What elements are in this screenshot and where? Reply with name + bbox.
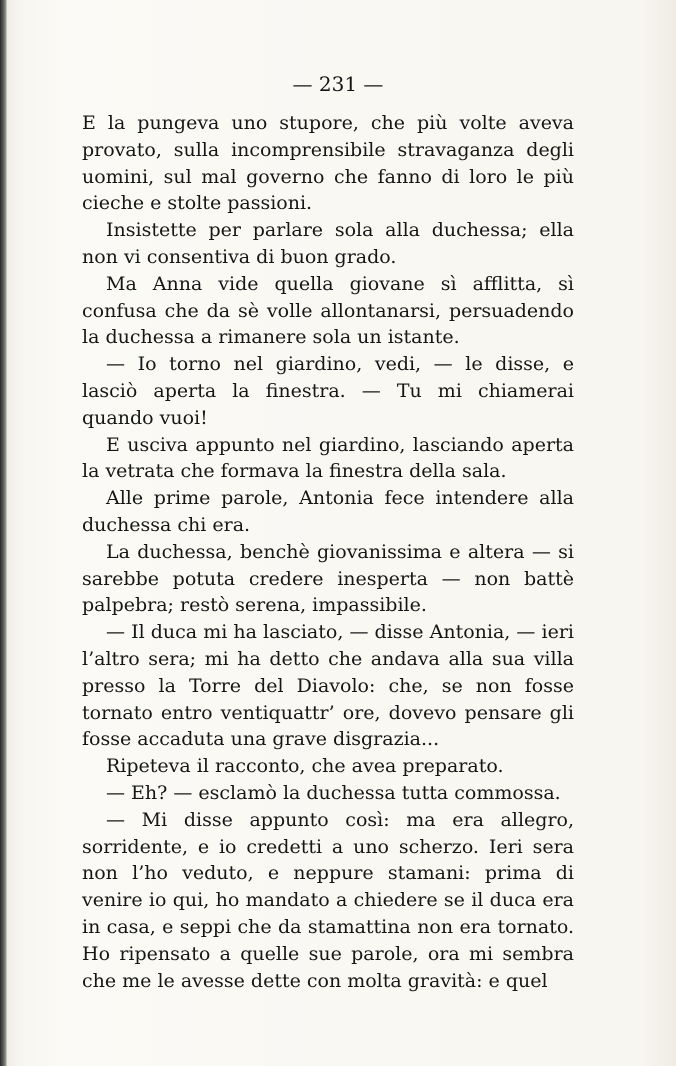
paragraph: Ma Anna vide quella giovane sì afflitta, sì confusa che da sè volle allontanarsi, persuadendo la duchessa a rimanere sola un istante.: [82, 272, 574, 349]
body-text: [82, 110, 574, 994]
paragraph: Insistette per parlare sola alla duchessa; ella non vi consentiva di buon grado.: [82, 219, 574, 268]
paragraph: Alle prime parole, Antonia fece intendere alla duchessa chi era.: [82, 487, 574, 536]
paragraph: E usciva appunto nel giardino, lasciando aperta la vetrata che formava la finestra della sala.: [82, 433, 574, 483]
paragraph: — Mi disse appunto così: ma era allegro, sorridente, e io credetti a uno scherzo. Ieri sera non l’ho veduto, e neppure stamani: prima di venire io qui, ho mandato a chiedere se il duca era in casa, e seppi che da stamattina non era tornato. Ho ripensato a quelle sue parole, ora mi sembra che me le avesse dette con molta gravità: e quel: [82, 808, 574, 992]
paragraph: Ripeteva il racconto, che avea preparato.: [106, 755, 504, 778]
paragraph: E la pungeva uno stupore, che più volte aveva provato, sulla incomprensibile stravaganza degli uomini, sul mal governo che fanno di loro le più cieche e stolte passioni.: [82, 112, 574, 215]
paragraph: — Io torno nel giardino, vedi, — le disse, e lasciò aperta la finestra. — Tu mi chiamerai quando vuoi!: [82, 353, 574, 429]
binding-edge: [0, 0, 7, 1066]
paragraph: — Eh? — esclamò la duchessa tutta commossa.: [106, 781, 561, 804]
paragraph: La duchessa, benchè giovanissima e altera — si sarebbe potuta credere inesperta — non battè palpebra; restò serena, impassibile.: [82, 540, 574, 617]
paragraph: — Il duca mi ha lasciato, — disse Antonia, — ieri l’altro sera; mi ha detto che andava alla sua villa presso la Torre del Diavolo: che, se non fosse tornato entro ventiquattr’ ore, dovevo pensare gli fosse accaduta una grave disgrazia...: [82, 621, 574, 751]
page-number: — 231 —: [292, 72, 384, 96]
